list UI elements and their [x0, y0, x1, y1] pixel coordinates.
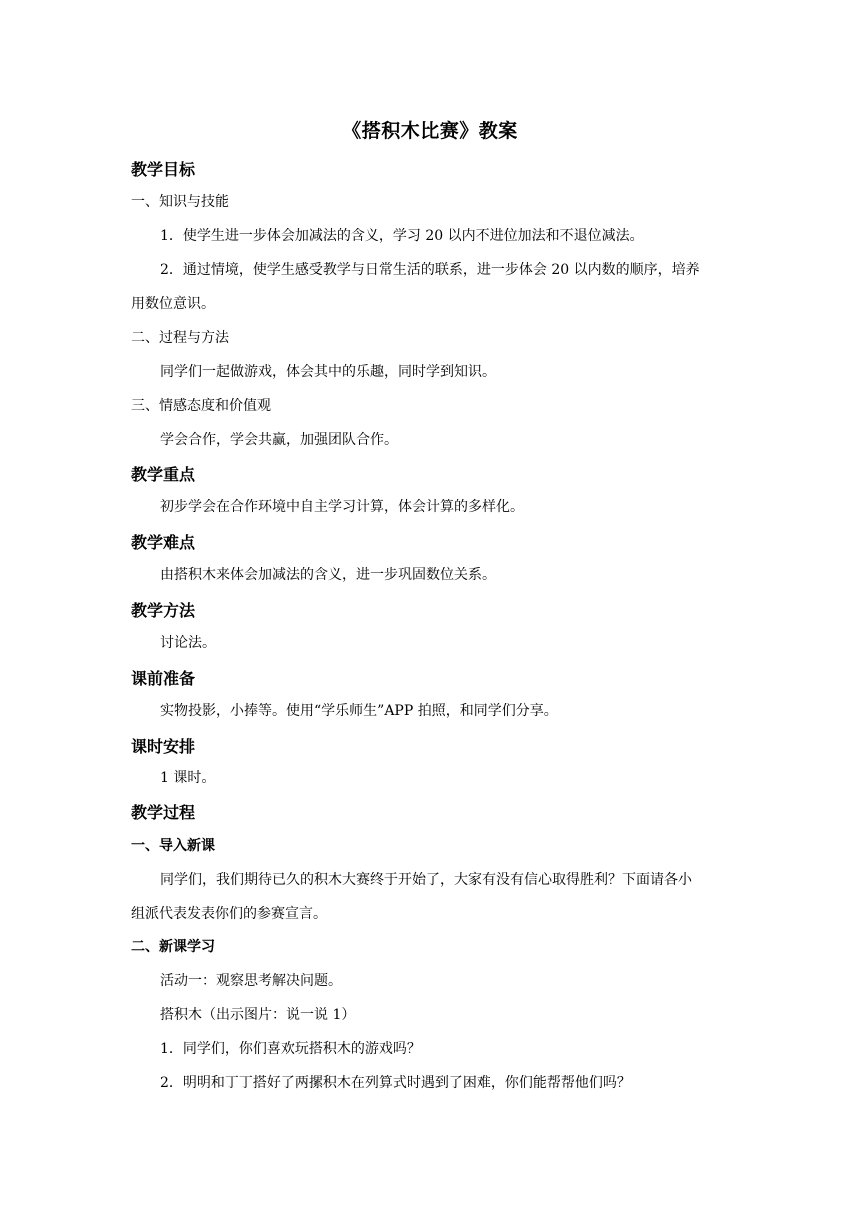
subheading-intro: 一、导入新课 [131, 838, 215, 854]
subheading-new-lesson: 二、新课学习 [131, 939, 215, 955]
subheading-attitude-values: 三、情感态度和价值观 [131, 398, 271, 414]
paragraph-difficult-points: 由搭积木来体会加减法的含义，进一步巩固数位关系。 [160, 567, 496, 583]
paragraph-goal-2-line2: 用数位意识。 [131, 296, 215, 312]
paragraph-question-2: 2．明明和丁丁搭好了两摞积木在列算式时遇到了困难，你们能帮帮他们吗？ [160, 1075, 631, 1091]
paragraph-attitude-values: 学会合作，学会共赢，加强团队合作。 [160, 432, 398, 448]
paragraph-process-methods: 同学们一起做游戏，体会其中的乐趣，同时学到知识。 [160, 364, 496, 380]
subheading-process-methods: 二、过程与方法 [131, 330, 229, 346]
subheading-knowledge-skills: 一、知识与技能 [131, 194, 229, 210]
heading-schedule: 课时安排 [131, 737, 196, 756]
paragraph-intro-line2: 组派代表发表你们的参赛宣言。 [131, 906, 327, 922]
paragraph-key-points: 初步学会在合作环境中自主学习计算，体会计算的多样化。 [160, 499, 524, 515]
document-title: 《搭积木比赛》教案 [342, 120, 518, 142]
heading-teaching-goals: 教学目标 [131, 160, 196, 179]
paragraph-activity-1: 活动一：观察思考解决问题。 [160, 973, 342, 989]
heading-key-points: 教学重点 [131, 465, 196, 484]
heading-difficult-points: 教学难点 [131, 533, 196, 552]
paragraph-preparation: 实物投影，小捧等。使用“学乐师生”APP 拍照，和同学们分享。 [160, 703, 558, 719]
paragraph-goal-2-line1: 2．通过情境，使学生感受教学与日常生活的联系，进一步体会 20 以内数的顺序，培养 [160, 262, 700, 278]
paragraph-schedule: 1 课时。 [160, 770, 216, 786]
heading-teaching-process: 教学过程 [131, 803, 196, 822]
heading-preparation: 课前准备 [131, 669, 196, 688]
paragraph-question-1: 1．同学们，你们喜欢玩搭积木的游戏吗？ [160, 1041, 421, 1057]
heading-teaching-method: 教学方法 [131, 601, 196, 620]
paragraph-intro-line1: 同学们，我们期待已久的积木大赛终于开始了，大家有没有信心取得胜利？下面请各小 [160, 872, 692, 888]
paragraph-goal-1: 1．使学生进一步体会加减法的含义，学习 20 以内不进位加法和不退位减法。 [160, 228, 644, 244]
paragraph-teaching-method: 讨论法。 [160, 635, 216, 651]
paragraph-blocks-picture: 搭积木（出示图片：说一说 1） [160, 1007, 356, 1023]
